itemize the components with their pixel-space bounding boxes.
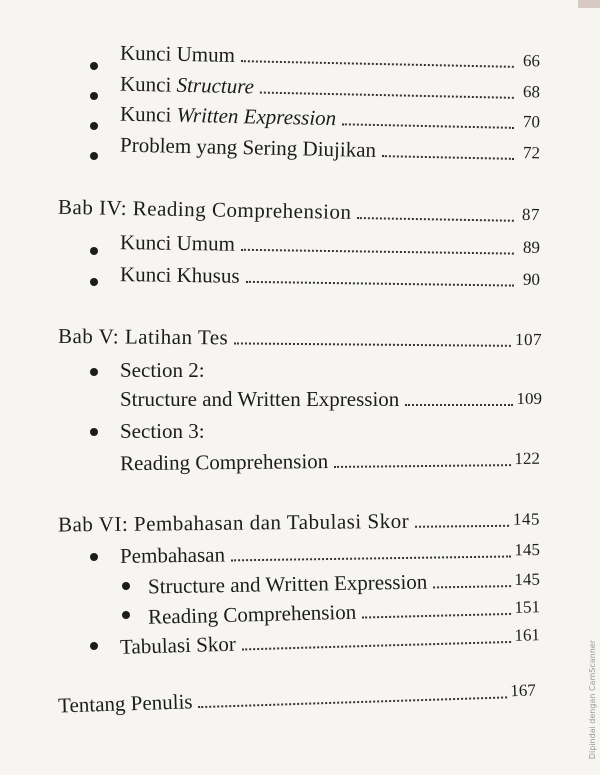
toc-page-number: 70 — [522, 112, 541, 132]
bullet-icon — [90, 278, 98, 286]
toc-page-number: 90 — [522, 269, 541, 289]
toc-label: Tabulasi Skor — [119, 631, 237, 659]
toc-label: Reading Comprehension — [119, 449, 329, 476]
bullet-icon — [122, 582, 130, 590]
dot-leader — [260, 91, 514, 99]
dot-leader — [242, 640, 511, 651]
toc-page-number: 145 — [512, 509, 541, 529]
toc-page-number: 87 — [521, 204, 541, 225]
toc-entry-kunci-structure[interactable] — [120, 71, 540, 106]
toc-label: Kunci — [119, 101, 177, 127]
toc-label: Tentang Penulis — [57, 689, 193, 718]
toc-label-italic: Structure — [176, 72, 255, 99]
toc-entry-problem[interactable] — [120, 132, 540, 167]
toc-page-number: 151 — [514, 597, 541, 617]
toc-page-number: 109 — [516, 389, 542, 408]
toc-page-number: 122 — [514, 448, 541, 469]
dot-leader — [231, 554, 511, 561]
scanner-watermark: Dipindai dengan CamScanner — [588, 640, 597, 760]
toc-label: Bab IV: Reading Comprehension — [57, 194, 352, 224]
dot-leader — [241, 248, 514, 255]
bullet-icon — [90, 368, 98, 376]
toc-page-number: 161 — [514, 625, 541, 645]
toc-entry-structure-written-2[interactable] — [148, 567, 540, 600]
toc-section-3-label: Section 3: — [120, 419, 205, 443]
toc-entry-structure-written-1[interactable] — [120, 386, 542, 412]
bullet-icon — [90, 62, 98, 70]
toc-page-number: 167 — [510, 680, 537, 701]
dot-leader — [334, 463, 510, 468]
toc-page-number: 66 — [522, 51, 541, 71]
dot-leader — [382, 154, 514, 160]
bullet-icon — [90, 642, 98, 650]
toc-label: Kunci — [119, 71, 177, 97]
bullet-icon — [90, 553, 98, 561]
toc-label: Bab V: Latihan Tes — [57, 323, 229, 350]
dot-leader — [342, 122, 514, 129]
toc-label: Structure and Written Expression — [120, 387, 400, 411]
toc-entry-kunci-umum[interactable] — [120, 40, 540, 75]
toc-label: Kunci Umum — [119, 40, 236, 68]
page-corner-mark — [578, 0, 600, 8]
toc-entry-kunci-khusus[interactable] — [120, 261, 540, 293]
toc-label: Bab VI: Pembahasan dan Tabulasi Skor — [57, 508, 410, 537]
toc-chapter-bab-iv[interactable] — [58, 194, 540, 228]
toc-label-italic: Written Expression — [176, 102, 337, 131]
dot-leader — [241, 59, 514, 68]
toc-chapter-bab-v[interactable] — [58, 323, 542, 353]
toc-page-number: 89 — [522, 237, 541, 257]
toc-label: Problem yang Sering Diujikan — [119, 132, 377, 162]
toc-entry-kunci-umum-2[interactable] — [120, 229, 540, 261]
dot-leader — [362, 612, 510, 619]
bullet-icon — [90, 152, 98, 160]
bullet-icon — [90, 92, 98, 100]
toc-label: Kunci Umum — [119, 230, 236, 256]
dot-leader — [234, 341, 511, 346]
toc-section-2-label: Section 2: — [120, 358, 205, 382]
toc-label: Kunci Khusus — [119, 262, 240, 288]
bullet-icon — [90, 122, 98, 130]
dot-leader — [357, 216, 514, 222]
toc-label: Reading Comprehension — [147, 599, 357, 629]
bullet-icon — [90, 247, 98, 255]
toc-entry-pembahasan[interactable] — [120, 537, 540, 569]
dot-leader — [405, 403, 512, 406]
toc-entry-reading-comprehension-1[interactable] — [120, 446, 540, 476]
bullet-icon — [90, 428, 98, 436]
dot-leader — [199, 695, 507, 708]
toc-entry-kunci-written-expression[interactable] — [120, 101, 540, 136]
toc-label: Pembahasan — [119, 542, 226, 568]
bullet-icon — [122, 611, 130, 619]
dot-leader — [246, 280, 514, 287]
toc-page-number: 145 — [514, 540, 541, 560]
toc-chapter-bab-vi[interactable] — [58, 506, 540, 537]
dot-leader — [415, 524, 509, 528]
toc-label: Structure and Written Expression — [147, 569, 428, 599]
toc-page-number: 107 — [514, 329, 543, 350]
toc-entry-tentang-penulis[interactable] — [58, 677, 537, 718]
toc-page-number: 72 — [522, 143, 541, 163]
toc-page-number: 68 — [522, 82, 541, 102]
dot-leader — [433, 584, 510, 588]
toc-page-number: 145 — [514, 569, 541, 590]
